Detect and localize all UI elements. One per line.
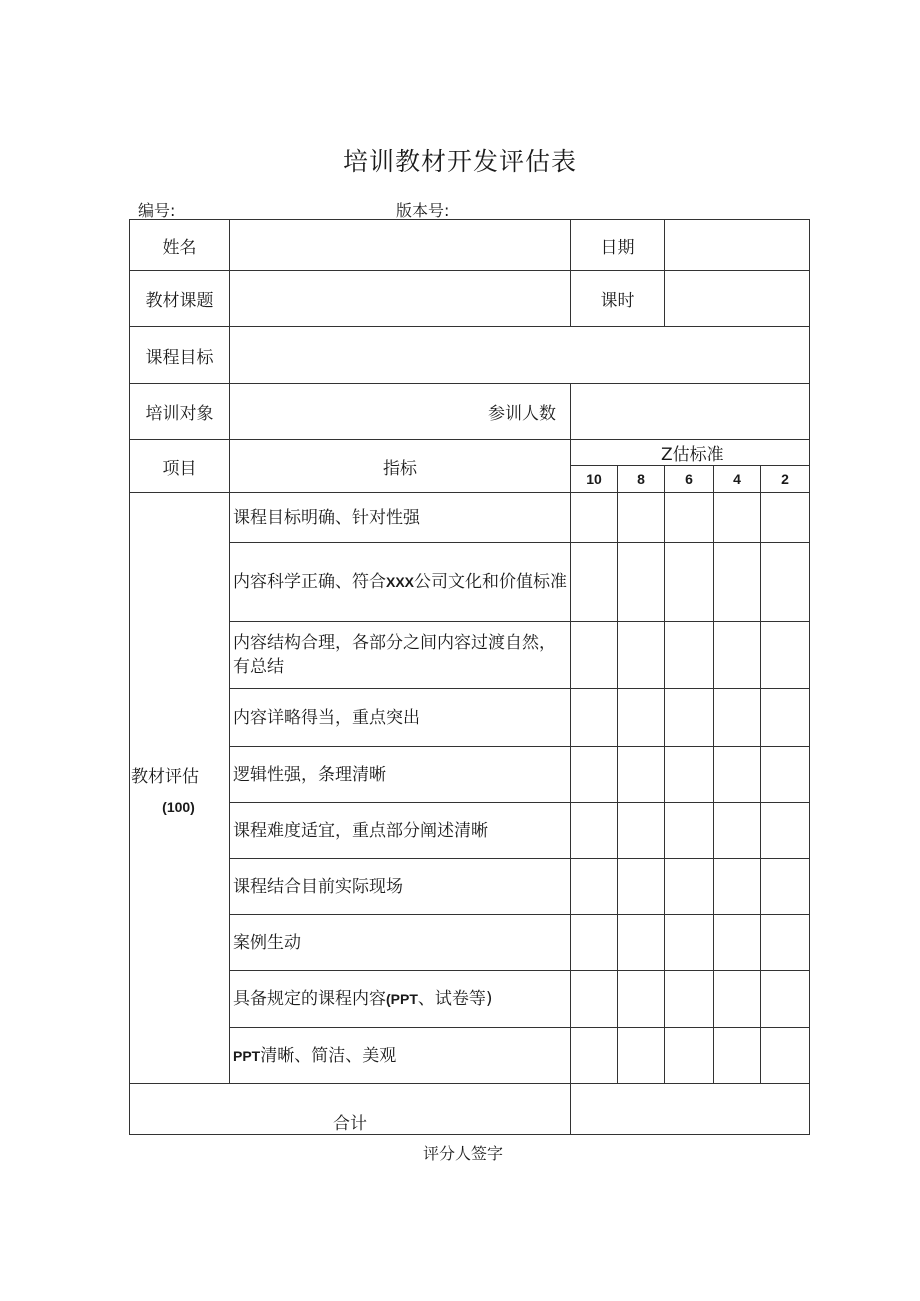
date-field[interactable] xyxy=(665,220,810,271)
total-label: 合计 xyxy=(130,1084,571,1135)
score-cell[interactable] xyxy=(761,915,810,971)
indicator-text: 内容科学正确、符合XXX公司文化和价值标准 xyxy=(230,543,571,622)
score-header: 6 xyxy=(665,466,714,493)
indicator-text: 案例生动 xyxy=(230,915,571,971)
score-cell[interactable] xyxy=(618,803,665,859)
goal-field[interactable] xyxy=(230,327,810,384)
score-header: 8 xyxy=(618,466,665,493)
score-cell[interactable] xyxy=(665,747,714,803)
date-label: 日期 xyxy=(571,220,665,271)
score-cell[interactable] xyxy=(761,971,810,1028)
signature-label: 评分人签字 xyxy=(423,1144,504,1163)
topic-field[interactable] xyxy=(230,271,571,327)
score-cell[interactable] xyxy=(571,622,618,689)
score-cell[interactable] xyxy=(714,859,761,915)
score-cell[interactable] xyxy=(571,971,618,1028)
indicator-header: 指标 xyxy=(230,440,571,493)
indicator-text: 课程结合目前实际现场 xyxy=(230,859,571,915)
score-cell[interactable] xyxy=(714,689,761,747)
indicator-text: 具备规定的课程内容(PPT、试卷等) xyxy=(230,971,571,1028)
category-points: (100) xyxy=(162,798,195,815)
goal-label: 课程目标 xyxy=(130,327,230,384)
score-cell[interactable] xyxy=(714,971,761,1028)
score-cell[interactable] xyxy=(665,689,714,747)
score-cell[interactable] xyxy=(665,1028,714,1084)
audience-label: 培训对象 xyxy=(130,384,230,440)
score-cell[interactable] xyxy=(761,747,810,803)
hours-field[interactable] xyxy=(665,271,810,327)
score-cell[interactable] xyxy=(714,622,761,689)
score-cell[interactable] xyxy=(761,859,810,915)
score-cell[interactable] xyxy=(714,543,761,622)
score-cell[interactable] xyxy=(665,543,714,622)
score-cell[interactable] xyxy=(714,1028,761,1084)
version-label: 版本号: xyxy=(396,201,450,220)
score-cell[interactable] xyxy=(618,915,665,971)
score-cell[interactable] xyxy=(571,803,618,859)
score-cell[interactable] xyxy=(618,1028,665,1084)
score-cell[interactable] xyxy=(665,859,714,915)
score-cell[interactable] xyxy=(714,915,761,971)
score-cell[interactable] xyxy=(761,689,810,747)
item-header: 项目 xyxy=(130,440,230,493)
score-cell[interactable] xyxy=(571,747,618,803)
score-cell[interactable] xyxy=(665,622,714,689)
score-header: 4 xyxy=(714,466,761,493)
score-cell[interactable] xyxy=(761,1028,810,1084)
score-header: 10 xyxy=(571,466,618,493)
name-field[interactable] xyxy=(230,220,571,271)
score-cell[interactable] xyxy=(714,747,761,803)
indicator-text: 逻辑性强，条理清晰 xyxy=(230,747,571,803)
score-cell[interactable] xyxy=(665,971,714,1028)
score-cell[interactable] xyxy=(714,803,761,859)
attendees-label: 参训人数 xyxy=(230,384,571,440)
score-cell[interactable] xyxy=(571,493,618,543)
indicator-text: PPT清晰、简洁、美观 xyxy=(230,1028,571,1084)
indicator-text: 内容详略得当，重点突出 xyxy=(230,689,571,747)
name-label: 姓名 xyxy=(130,220,230,271)
indicator-text: 课程目标明确、针对性强 xyxy=(230,493,571,543)
code-label: 编号: xyxy=(138,201,176,220)
hours-label: 课时 xyxy=(571,271,665,327)
score-cell[interactable] xyxy=(761,622,810,689)
category-cell xyxy=(130,493,230,1084)
score-cell[interactable] xyxy=(571,915,618,971)
score-cell[interactable] xyxy=(618,622,665,689)
total-field[interactable] xyxy=(571,1084,810,1135)
score-cell[interactable] xyxy=(571,543,618,622)
score-cell[interactable] xyxy=(714,493,761,543)
score-cell[interactable] xyxy=(665,803,714,859)
score-cell[interactable] xyxy=(618,747,665,803)
indicator-text: 课程难度适宜，重点部分阐述清晰 xyxy=(230,803,571,859)
score-cell[interactable] xyxy=(571,689,618,747)
attendees-field[interactable] xyxy=(571,384,810,440)
score-cell[interactable] xyxy=(665,915,714,971)
topic-label: 教材课题 xyxy=(130,271,230,327)
page-title: 培训教材开发评估表 xyxy=(342,147,577,176)
score-cell[interactable] xyxy=(761,803,810,859)
score-cell[interactable] xyxy=(571,859,618,915)
score-cell[interactable] xyxy=(618,543,665,622)
score-cell[interactable] xyxy=(571,1028,618,1084)
score-cell[interactable] xyxy=(618,689,665,747)
score-cell[interactable] xyxy=(618,971,665,1028)
score-header: 2 xyxy=(761,466,810,493)
score-cell[interactable] xyxy=(665,493,714,543)
standard-header: Z估标准 xyxy=(571,440,810,466)
indicator-text: 内容结构合理，各部分之间内容过渡自然，有总结 xyxy=(230,622,571,689)
score-cell[interactable] xyxy=(618,493,665,543)
score-cell[interactable] xyxy=(761,493,810,543)
score-cell[interactable] xyxy=(761,543,810,622)
evaluation-table xyxy=(129,219,810,1135)
score-cell[interactable] xyxy=(618,859,665,915)
category-label: 教材评估 xyxy=(131,766,199,787)
